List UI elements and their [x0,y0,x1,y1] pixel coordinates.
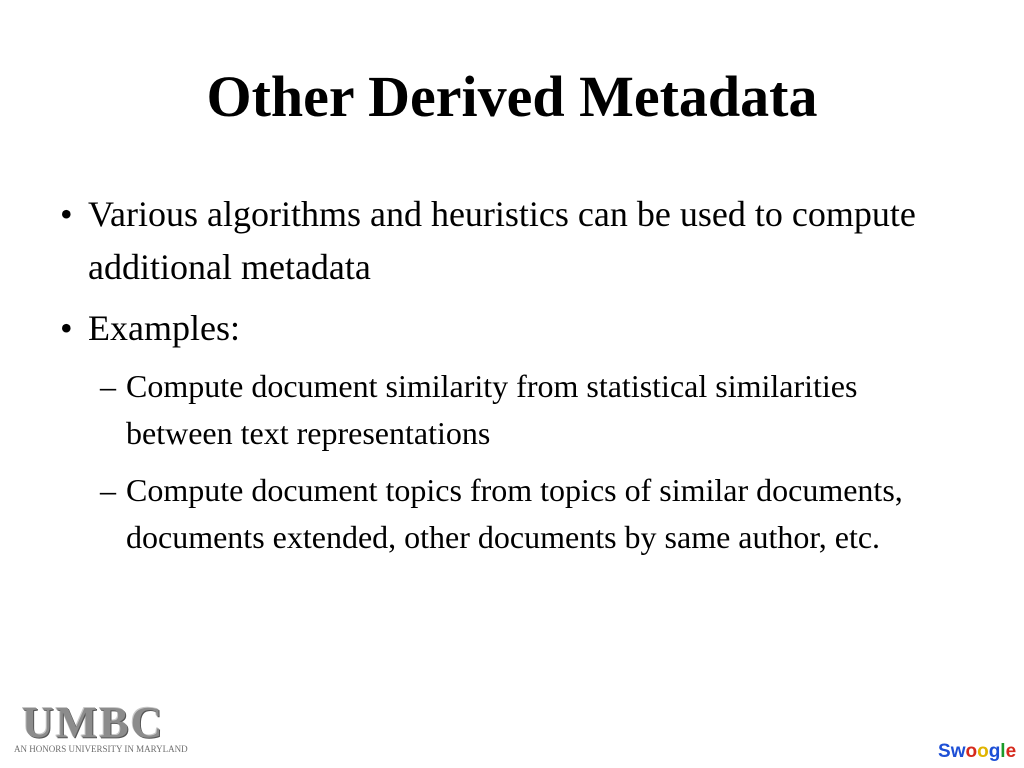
swoogle-letter: S [938,741,951,762]
bullet-list [60,188,960,571]
swoogle-letter: w [950,741,966,762]
bullet-text: Examples: [88,308,240,348]
slide-title: Other Derived Metadata [206,64,818,129]
swoogle-letter: g [988,741,1001,762]
bullet-marker: • [60,194,73,234]
bullet-marker: • [60,308,73,348]
sub-bullet-item [60,363,960,457]
bullet-item [60,188,960,294]
swoogle-letter: o [977,741,989,762]
swoogle-logo [938,741,1016,763]
sub-bullet-item [60,467,960,561]
bullet-text: Various algorithms and heuristics can be used to compute additional metadata [88,194,916,287]
swoogle-letter: o [965,741,978,762]
swoogle-letter: e [1005,741,1017,762]
sub-bullet-text: Compute document similarity from statistical similarities between text representations [126,368,858,451]
dash-marker: – [100,472,116,508]
dash-marker: – [100,368,116,404]
sub-bullet-text: Compute document topics from topics of similar documents, documents extended, other documents by same author, etc. [126,472,903,555]
swoogle-letter: l [1000,741,1006,762]
umbc-tagline: AN HONORS UNIVERSITY IN MARYLAND [14,744,188,754]
umbc-logo [14,700,194,760]
umbc-logo-text: UMBC [22,698,165,747]
sub-bullet-list [60,363,960,561]
bullet-item [60,302,960,355]
